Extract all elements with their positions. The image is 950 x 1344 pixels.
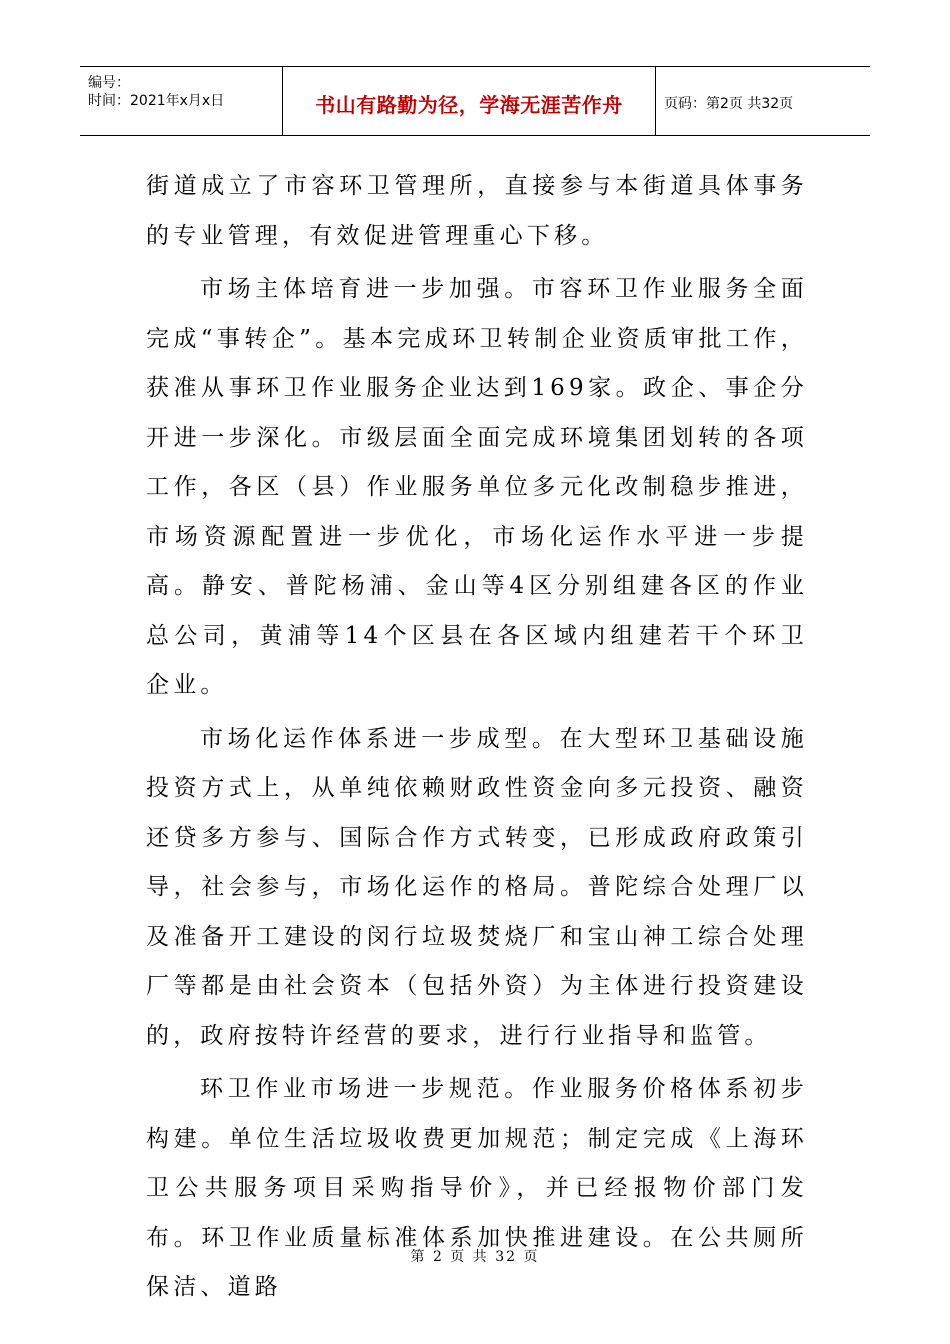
body-paragraph: 市场主体培育进一步加强。市容环卫作业服务全面完成“事转企”。基本完成环卫转制企业资质审批工作，获准从事环卫作业服务企业达到169家。政企、事企分开进一步深化。市级层面全面完成环境集团划转的各项工作，各区（县）作业服务单位多元化改制稳步推进，市场资源配置进一步优化，市场化运作水平进一步提高。静安、普陀杨浦、金山等4区分别组建各区的作业总公司，黄浦等14个区县在各区域内组建若干个环卫企业。 [146,276,808,698]
header-page-code: 页码：第2页 共32页 [664,96,794,112]
document-number-label: 编号： [88,75,130,91]
page-footer: 第 2 页 共 32 页 [410,1249,540,1265]
body-paragraph: 市场化运作体系进一步成型。在大型环卫基础设施投资方式上，从单纯依赖财政性资金向多元投资、融资还贷多方参与、国际合作方式转变，已形成政府政策引导，社会参与，市场化运作的格局。普陀综合处理厂以及准备开工建设的闵行垃圾焚烧厂和宝山神工综合处理厂等都是由社会资本（包括外资）为主体进行投资建设的，政府按特许经营的要求，进行行业指导和监管。 [146,725,808,1049]
header-motto: 书山有路勤为径，学海无涯苦作舟 [283,67,656,135]
page-header [80,66,870,136]
body-paragraph: 环卫作业市场进一步规范。作业服务价格体系初步构建。单位生活垃圾收费更加规范；制定完成《上海环卫公共服务项目采购指导价》，并已经报物价部门发布。环卫作业质量标准体系加快推进建设。在公共厕所保洁、道路 [146,1076,808,1300]
body-paragraph: 街道成立了市容环卫管理所，直接参与本街道具体事务的专业管理，有效促进管理重心下移。 [146,173,808,249]
document-time-label: 时间：2021年x月x日 [88,93,225,109]
header-meta [80,67,283,135]
document-body [146,162,808,1317]
